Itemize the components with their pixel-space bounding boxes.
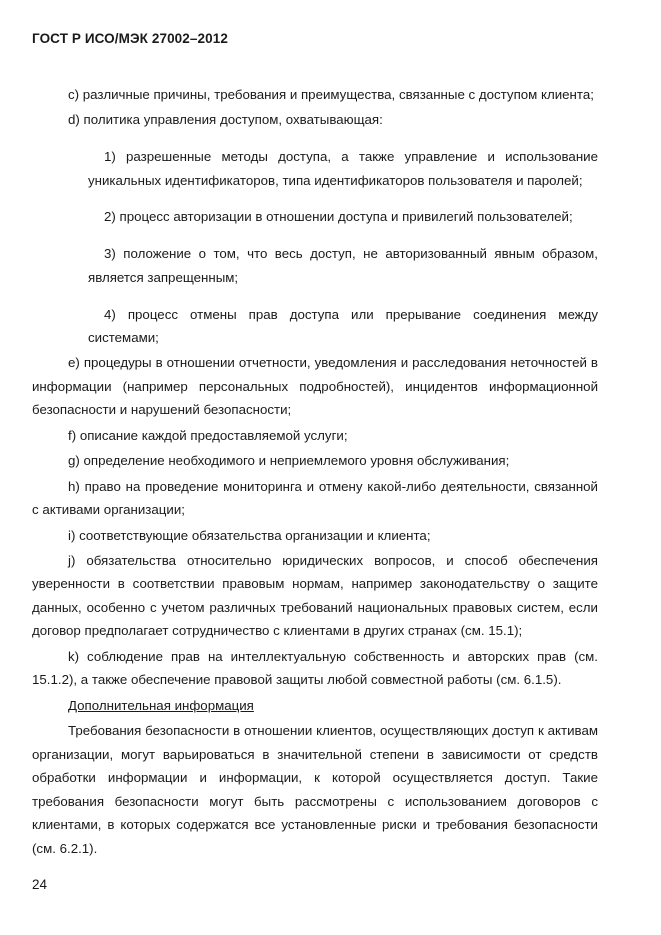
document-header: ГОСТ Р ИСО/МЭК 27002–2012 — [32, 31, 228, 46]
list-item-h: h) право на проведение мониторинга и отмену какой-либо деятельности, связанной с активами организации; — [32, 478, 598, 518]
document-body — [32, 83, 598, 862]
list-item-k: k) соблюдение прав на интеллектуальную собственность и авторских прав (см. 15.1.2), а также обеспечение правовой защиты любой совместной работы (см. 6.1.5). — [32, 648, 598, 688]
list-item-f: f) описание каждой предоставляемой услуги; — [68, 427, 348, 443]
list-item-i: i) соответствующие обязательства организации и клиента; — [68, 527, 431, 543]
list-item-j: j) обязательства относительно юридических вопросов, и способ обеспечения уверенности в соответствии правовым нормам, например законодательству о защите данных, особенно с учетом различных требований национальных правовых систем, если договор предполагает сотрудничество с клиентами в других странах (см. 15.1); — [32, 552, 598, 639]
list-item-d3: 3) положение о том, что весь доступ, не авторизованный явным образом, является запрещенным; — [88, 246, 598, 285]
list-item-d1: 1) разрешенные методы доступа, а также управление и использование уникальных идентификаторов, типа идентификаторов пользователя и паролей; — [88, 149, 598, 188]
list-item-d4: 4) процесс отмены прав доступа или прерывание соединения между системами; — [88, 306, 598, 346]
additional-info-heading — [32, 694, 598, 718]
page-number: 24 — [32, 877, 48, 892]
list-item-c: c) различные причины, требования и преимущества, связанные с доступом клиента; — [68, 87, 594, 102]
list-item-g: g) определение необходимого и неприемлемого уровня обслуживания; — [68, 453, 510, 469]
additional-info-text: Требования безопасности в отношении клиентов, осуществляющих доступ к активам организации, могут варьироваться в значительной степени в зависимости от средств обработки информации и информации, к которой осуществляется доступ. Такие требования безопасности могут быть рассмотрены с использованием договоров с клиентами, в которых содержатся все установленные риски и требования безопасности (см. 6.2.1). — [32, 723, 598, 856]
list-item-d: d) политика управления доступом, охватывающая: — [68, 112, 383, 128]
list-item-d2: 2) процесс авторизации в отношении доступа и привилегий пользователей; — [104, 209, 573, 225]
additional-info-heading-text: Дополнительная информация — [68, 697, 254, 713]
list-item-e: e) процедуры в отношении отчетности, уведомления и расследования неточностей в информации (например персональных подробностей), инцидентов информационной безопасности и нарушений безопасности; — [32, 355, 598, 418]
